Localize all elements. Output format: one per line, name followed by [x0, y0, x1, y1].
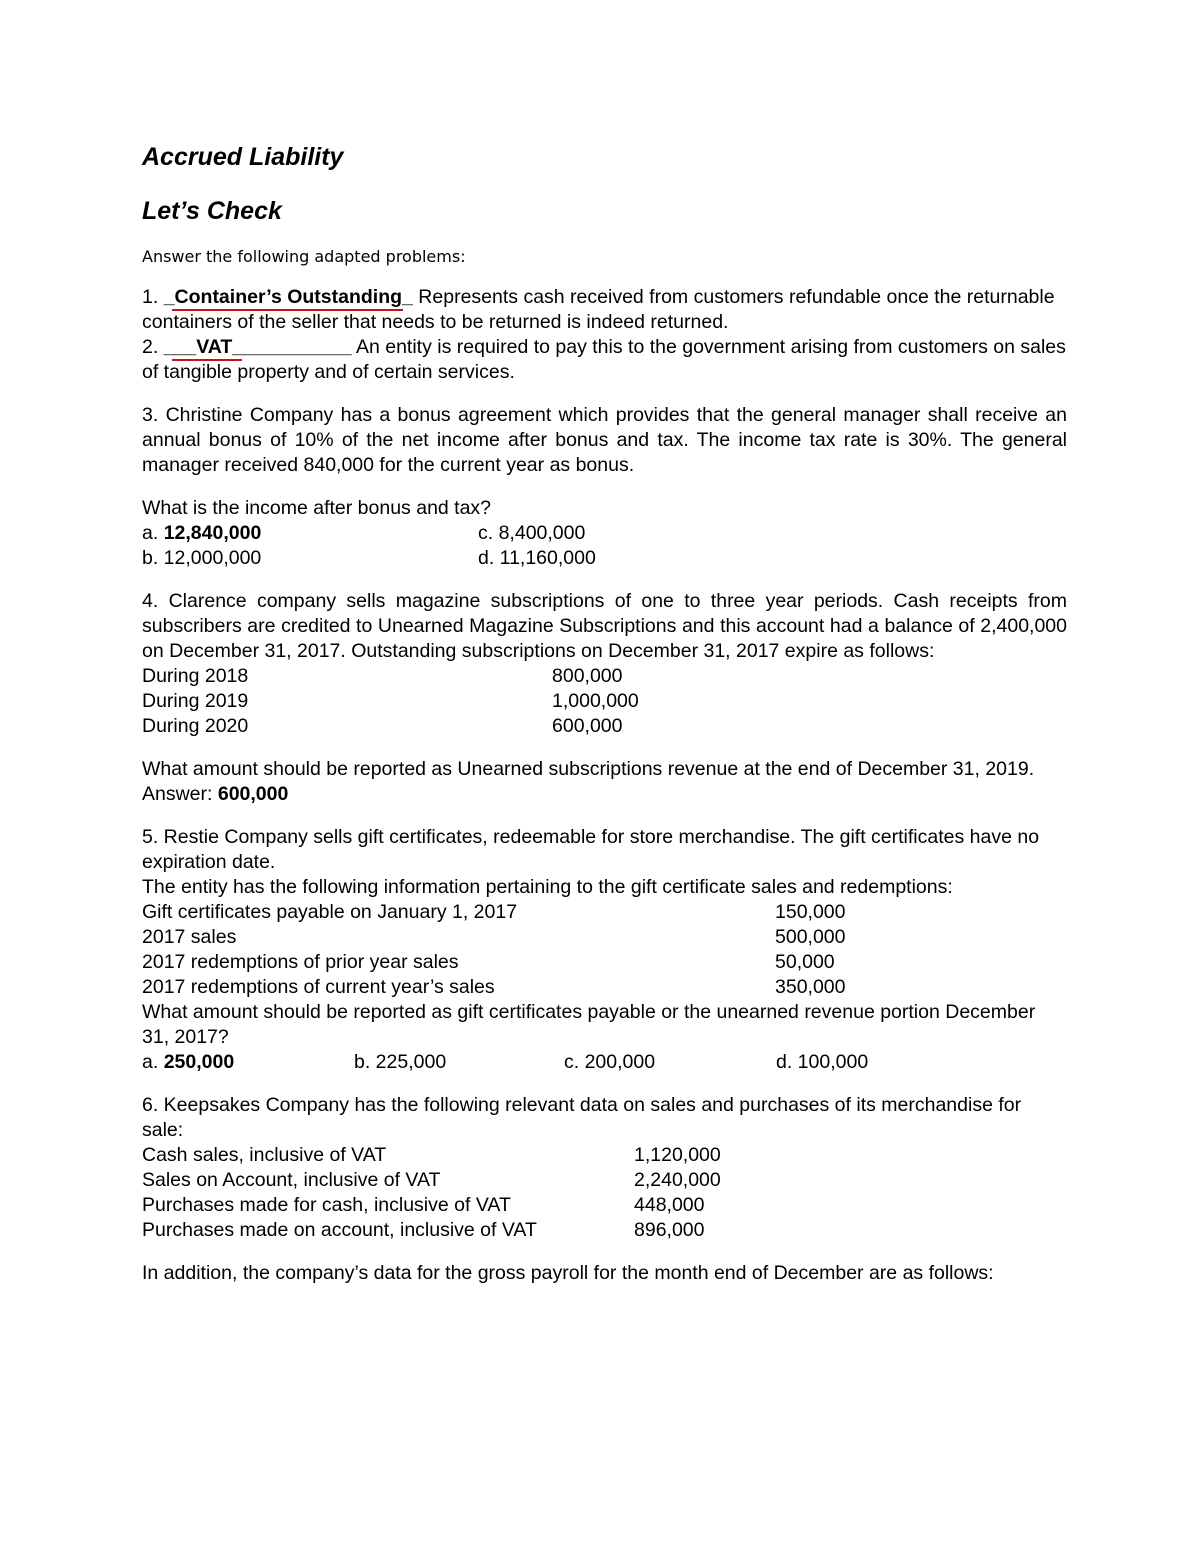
choice-c: c. 200,000	[564, 1051, 656, 1073]
question-1-answer: _Container’s Outstanding_	[164, 286, 413, 308]
question-1	[142, 285, 1067, 335]
choice-d: d. 11,160,000	[478, 547, 596, 569]
question-6-text: 6. Keepsakes Company has the following relevant data on sales and purchases of its merchandise for sale:	[142, 1094, 1022, 1141]
choice-d: d. 100,000	[776, 1051, 869, 1073]
choice-a: a. 250,000	[142, 1051, 235, 1073]
question-5-row: 2017 redemptions of current year’s sales 350,000	[142, 976, 846, 998]
question-3-choices-row-1	[142, 521, 1067, 546]
spellcheck-underline	[172, 309, 403, 311]
question-4-row: During 2018 800,000	[142, 665, 623, 687]
question-6-addition: In addition, the company’s data for the gross payroll for the month end of December are as follows:	[142, 1262, 994, 1284]
choice-b: b. 12,000,000	[142, 547, 262, 569]
choice-a: a. 12,840,000	[142, 522, 262, 544]
question-6-row: Cash sales, inclusive of VAT 1,120,000	[142, 1144, 721, 1166]
question-4-prompt: What amount should be reported as Unearned subscriptions revenue at the end of December 31, 2019.	[142, 758, 1035, 780]
question-5-prompt: What amount should be reported as gift certificates payable or the unearned revenue portion December 31, 2017?	[142, 1001, 1036, 1048]
spellcheck-underline	[172, 359, 242, 361]
question-1-text: Represents cash received from customers refundable once the returnable containers of the seller that needs to be returned is indeed returned.	[142, 286, 1055, 333]
question-5-row: 2017 redemptions of prior year sales 50,000	[142, 951, 835, 973]
question-2	[142, 335, 1067, 385]
question-3-choices-row-2	[142, 546, 1067, 571]
question-4-row: During 2019 1,000,000	[142, 690, 639, 712]
question-6-row: Purchases made on account, inclusive of VAT 896,000	[142, 1219, 705, 1241]
question-6-row: Purchases made for cash, inclusive of VAT 448,000	[142, 1194, 705, 1216]
question-5-text-2: The entity has the following information pertaining to the gift certificate sales and redemptions:	[142, 876, 953, 898]
question-1-number: 1.	[142, 286, 159, 308]
page-subtitle: Let’s Check	[142, 197, 282, 225]
question-6-row: Sales on Account, inclusive of VAT 2,240,000	[142, 1169, 721, 1191]
question-3-text: 3. Christine Company has a bonus agreement which provides that the general manager shall receive an annual bonus of 10% of the net income after bonus and tax. The income tax rate is 30%. The general manager received 840,000 for the current year as bonus.	[142, 404, 1067, 476]
question-3-prompt: What is the income after bonus and tax?	[142, 497, 492, 519]
question-4-row: During 2020 600,000	[142, 715, 623, 737]
question-2-answer: ___VAT___________	[164, 336, 352, 358]
question-2-text: An entity is required to pay this to the government arising from customers on sales of tangible property and of certain services.	[142, 336, 1066, 383]
document-content	[142, 140, 1067, 1286]
question-4-answer: Answer: 600,000	[142, 783, 289, 805]
question-5-row: Gift certificates payable on January 1, 2017 150,000	[142, 901, 846, 923]
choice-b: b. 225,000	[354, 1051, 447, 1073]
choice-c: c. 8,400,000	[478, 522, 586, 544]
page-title: Accrued Liability	[142, 143, 344, 171]
question-5-row: 2017 sales 500,000	[142, 926, 846, 948]
question-2-number: 2.	[142, 336, 159, 358]
question-5-text: 5. Restie Company sells gift certificates, redeemable for store merchandise. The gift certificates have no expiration date.	[142, 826, 1040, 873]
instructions: Answer the following adapted problems:	[142, 247, 466, 266]
question-4-text: 4. Clarence company sells magazine subscriptions of one to three year periods. Cash receipts from subscribers are credited to Unearned Magazine Subscriptions and this account had a balance of 2,400,000 on December 31, 2017. Outstanding subscriptions on December 31, 2017 expire as follows:	[142, 590, 1067, 662]
question-5-choices	[142, 1050, 1067, 1075]
